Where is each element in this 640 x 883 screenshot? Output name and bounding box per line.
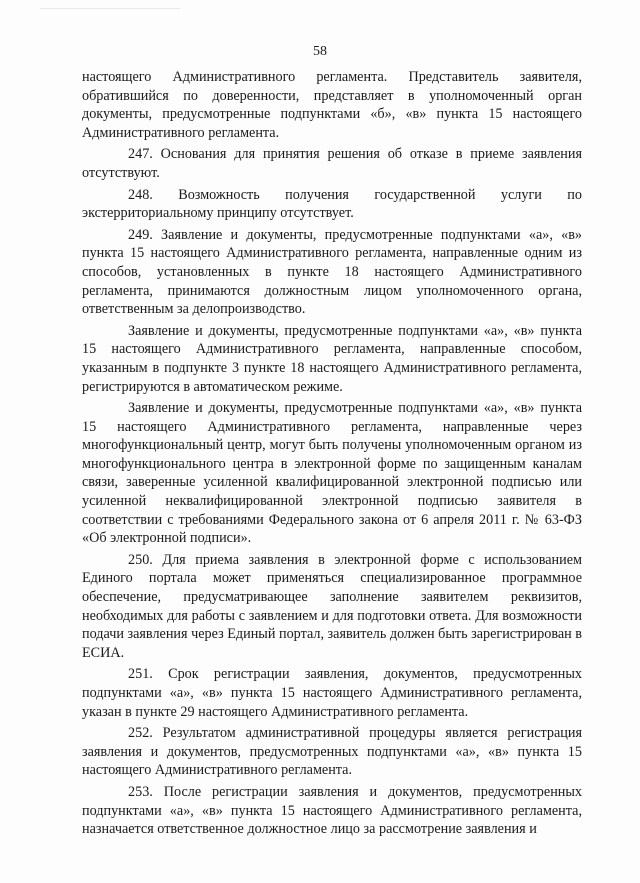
paragraph-249-automatic: Заявление и документы, предусмотренные подпунктами «а», «в» пункта 15 настоящего Административного регламента, направленные способом, указанным в подпункте 3 пункте 18 настоящего Административного регламента, регистрируются в автоматическом режиме. [82, 322, 582, 395]
paragraph-253: 253. После регистрации заявления и документов, предусмотренных подпунктами «а», «в» пункта 15 настоящего Административного регламента, назначается ответственное должностное лицо за рассмотрение заявления и [82, 783, 582, 838]
paragraph-248: 248. Возможность получения государственной услуги по экстерриториальному принципу отсутствует. [82, 186, 582, 222]
paragraph-252: 252. Результатом административной процедуры является регистрация заявления и документов, предусмотренных подпунктами «а», «в» пункта 15 настоящего Административного регламента. [82, 725, 582, 779]
document-body [82, 68, 582, 842]
paragraph-247: 247. Основания для принятия решения об отказе в приеме заявления отсутствуют. [82, 146, 582, 181]
page-number: 58 [313, 44, 327, 59]
scan-artifact [40, 8, 180, 9]
paragraph-249-mfc: Заявление и документы, предусмотренные подпунктами «а», «в» пункта 15 настоящего Административного регламента, направленные через многофункциональный центр, могут быть получены уполномоченным органом из многофункционального центра в электронной форме по защищенным каналам связи, заверенные усиленной квалифицированной электронной подписью или усиленной неквалифицированной электронной подписью заявителя в соответствии с требованиями Федерального закона от 6 апреля 2011 г. № 63-ФЗ «Об электронной подписи». [82, 400, 582, 547]
paragraph-continuation: настоящего Административного регламента. Представитель заявителя, обратившийся по доверенности, представляет в уполномоченный орган документы, предусмотренные подпунктами «б», «в» пункта 15 настоящего Административного регламента. [82, 69, 582, 141]
paragraph-249: 249. Заявление и документы, предусмотренные подпунктами «а», «в» пункта 15 настоящего Административного регламента, направленные одним из способов, установленных в пункте 18 настоящего Административного регламента, принимаются должностным лицом уполномоченного органа, ответственным за делопроизводство. [82, 226, 582, 318]
paragraph-251: 251. Срок регистрации заявления, документов, предусмотренных подпунктами «а», «в» пункта 15 настоящего Административного регламента, указан в пункте 29 настоящего Административного регламента. [82, 666, 582, 720]
paragraph-250: 250. Для приема заявления в электронной форме с использованием Единого портала может применяться специализированное программное обеспечение, предусматривающее заполнение заявителем реквизитов, необходимых для работы с заявлением и для подготовки ответа. Для возможности подачи заявления через Единый портал, заявитель должен быть зарегистрирован в ЕСИА. [82, 551, 582, 661]
